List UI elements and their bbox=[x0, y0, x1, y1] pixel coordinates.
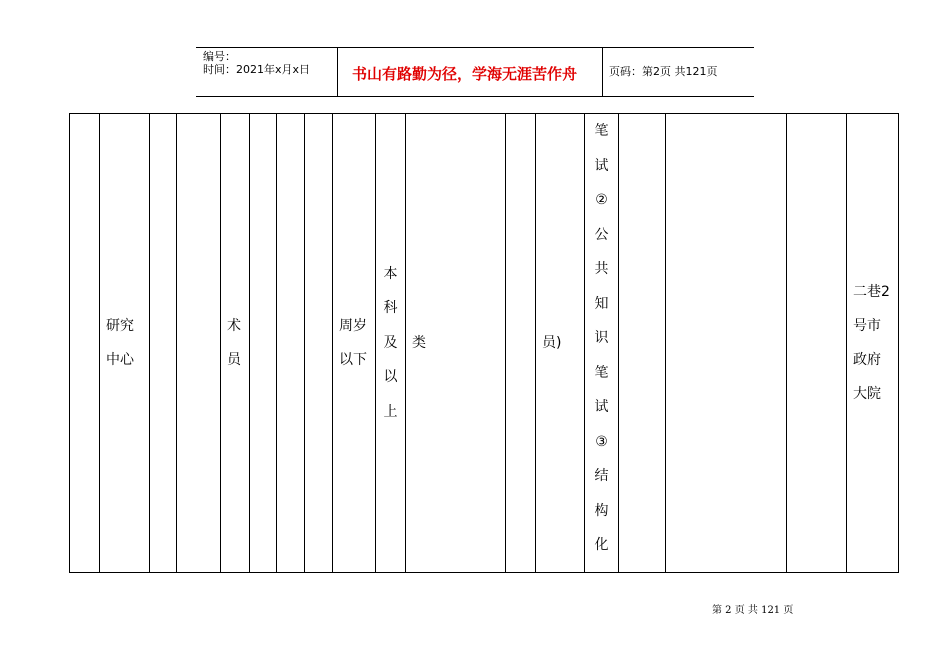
cell-char: 识 bbox=[594, 330, 609, 346]
cell-char: 以 bbox=[383, 369, 398, 386]
table-cell bbox=[250, 114, 277, 573]
cell-char: 公 bbox=[594, 226, 609, 243]
table-cell bbox=[150, 114, 177, 573]
table-cell bbox=[847, 114, 899, 573]
recruitment-table bbox=[69, 113, 899, 573]
table-cell bbox=[406, 114, 506, 573]
cell-char: 共 bbox=[594, 261, 609, 277]
header-divider-right bbox=[602, 47, 603, 97]
document-time-label: 时间：2021年x月x日 bbox=[203, 63, 311, 76]
cell-char: 科 bbox=[383, 300, 398, 317]
cell-char: 上 bbox=[383, 403, 398, 420]
table-cell bbox=[221, 114, 250, 573]
table-cell bbox=[506, 114, 536, 573]
cell-line: 号市 bbox=[853, 318, 881, 334]
cell-line: 政府 bbox=[853, 352, 881, 368]
cell-line: 研究 bbox=[106, 318, 134, 334]
cell-line: 员 bbox=[227, 352, 241, 368]
cell-char: 构 bbox=[594, 502, 609, 519]
header-bottom-border bbox=[196, 96, 754, 97]
document-number-label: 编号： bbox=[203, 50, 236, 63]
header-top-border bbox=[196, 47, 754, 48]
cell-char: 本 bbox=[383, 265, 398, 282]
cell-char: 知 bbox=[594, 295, 609, 312]
header-page-info: 页码：第2页 共121页 bbox=[609, 65, 718, 78]
cell-char: 化 bbox=[594, 537, 609, 553]
cell-char: 试 bbox=[594, 157, 609, 174]
table-cell bbox=[666, 114, 787, 573]
cell-char: ② bbox=[595, 192, 608, 208]
cell-char: 笔 bbox=[594, 364, 609, 381]
table-cell bbox=[277, 114, 305, 573]
table-cell bbox=[305, 114, 333, 573]
cell-line: 类 bbox=[412, 335, 426, 351]
table-row bbox=[70, 114, 899, 573]
cell-line: 二巷2 bbox=[853, 284, 890, 300]
table-cell bbox=[333, 114, 376, 573]
header-motto: 书山有路勤为径，学海无涯苦作舟 bbox=[352, 65, 578, 83]
table-cell bbox=[100, 114, 150, 573]
header-divider-left bbox=[337, 47, 338, 97]
cell-line: 中心 bbox=[106, 352, 134, 368]
cell-char: 笔 bbox=[594, 123, 609, 139]
footer-page-number: 第 2 页 共 121 页 bbox=[712, 605, 794, 616]
cell-line: 员) bbox=[542, 335, 562, 351]
cell-char: ③ bbox=[595, 433, 608, 450]
table-cell bbox=[70, 114, 100, 573]
table-cell bbox=[787, 114, 847, 573]
table-cell bbox=[177, 114, 221, 573]
cell-char: 试 bbox=[594, 399, 609, 415]
cell-char: 结 bbox=[594, 468, 609, 484]
table-cell bbox=[536, 114, 585, 573]
cell-line: 大院 bbox=[853, 386, 881, 402]
cell-line: 术 bbox=[227, 318, 241, 334]
table-cell bbox=[619, 114, 666, 573]
cell-line: 以下 bbox=[339, 352, 367, 368]
cell-char: 及 bbox=[383, 334, 398, 351]
table-cell bbox=[585, 114, 619, 573]
cell-line: 周岁 bbox=[339, 318, 367, 334]
table-cell bbox=[376, 114, 406, 573]
